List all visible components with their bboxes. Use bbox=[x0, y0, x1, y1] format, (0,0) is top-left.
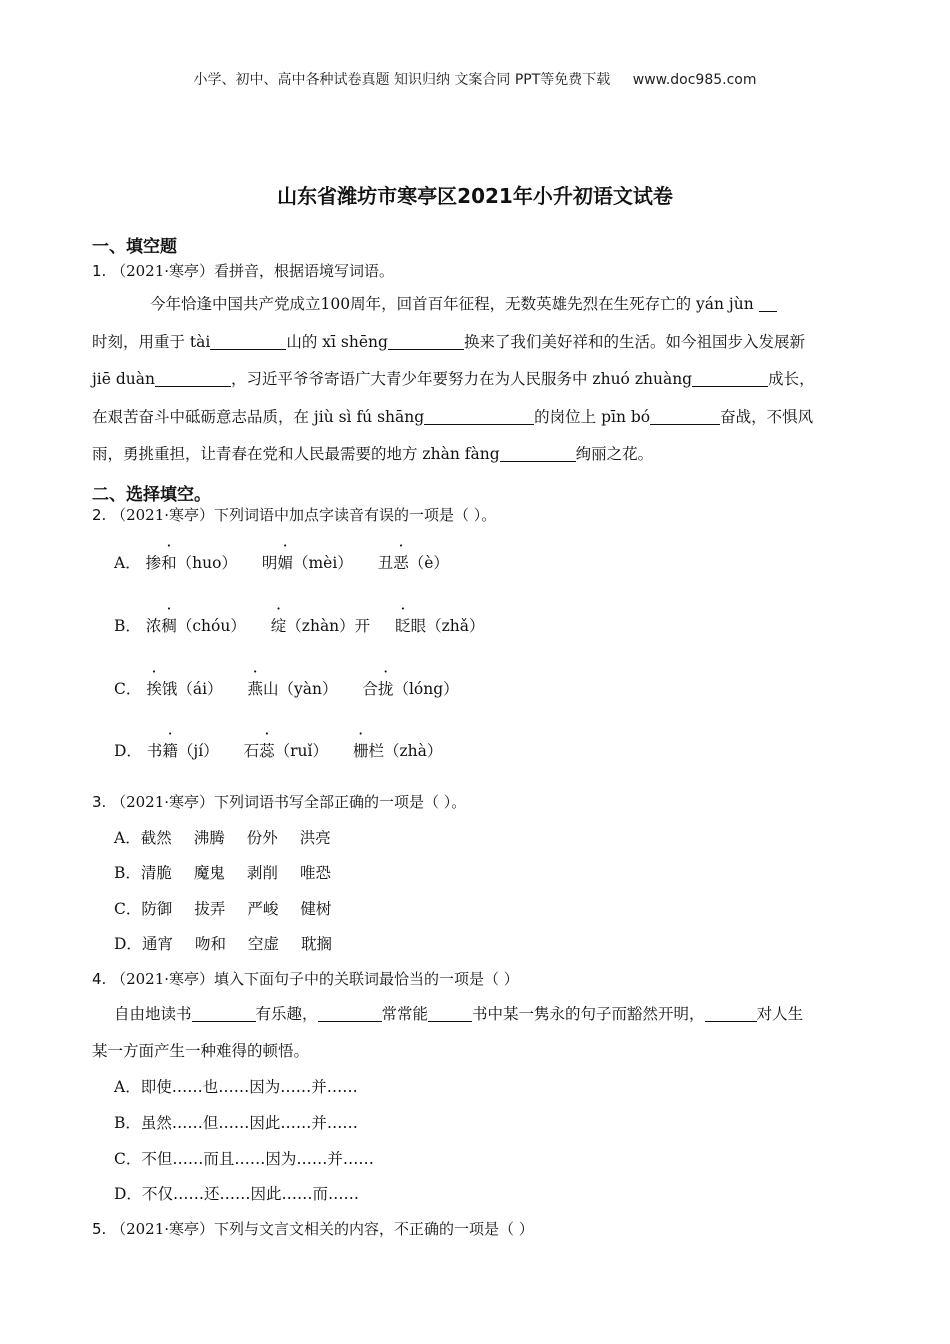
option-word: 防御 bbox=[141, 900, 173, 918]
answer-blank[interactable] bbox=[692, 371, 768, 388]
option-word: 空虚 bbox=[247, 935, 279, 953]
option-word: 通宵 bbox=[141, 935, 173, 953]
answer-blank[interactable] bbox=[424, 408, 534, 425]
passage-text: 奋战，不惧风 bbox=[720, 407, 814, 426]
dotted-char: 稠 bbox=[161, 617, 177, 635]
passage-text: 书中某一隽永的句子而豁然开明， bbox=[472, 1005, 705, 1023]
question-2-stem bbox=[92, 504, 496, 525]
answer-blank[interactable] bbox=[650, 408, 720, 425]
question-3-option-d[interactable] bbox=[114, 932, 354, 954]
option-label: C． bbox=[114, 680, 142, 698]
question-4-option-b[interactable] bbox=[114, 1111, 358, 1133]
passage-text: jiē duàn bbox=[92, 370, 155, 388]
question-number: 4. bbox=[92, 970, 107, 988]
option-word: 挨饿（ái） bbox=[146, 677, 222, 699]
passage-text: 的岗位上 pīn bó bbox=[534, 407, 651, 426]
passage-text: 在艰苦奋斗中砥砺意志品质，在 jiù sì fú shāng bbox=[92, 407, 425, 426]
question-2-option-d[interactable] bbox=[114, 739, 462, 761]
question-4-option-d[interactable] bbox=[114, 1182, 359, 1204]
option-word: 唯恐 bbox=[299, 864, 331, 882]
question-3-stem bbox=[92, 791, 466, 812]
dotted-char: 栅 bbox=[352, 742, 369, 760]
option-label: B． bbox=[114, 617, 141, 635]
answer-blank[interactable] bbox=[155, 371, 231, 388]
dotted-char: 和 bbox=[161, 554, 177, 572]
option-word: 严峻 bbox=[247, 900, 279, 918]
option-word: 燕山（yàn） bbox=[247, 677, 337, 699]
passage-text: 常常能 bbox=[381, 1005, 429, 1023]
dotted-char: 蕊 bbox=[259, 742, 275, 760]
question-2-option-a[interactable] bbox=[114, 551, 469, 573]
question-number: 2. bbox=[92, 506, 107, 524]
passage-line bbox=[92, 399, 862, 437]
option-word: 丑恶（è） bbox=[378, 551, 449, 573]
dotted-char: 媚 bbox=[277, 554, 293, 572]
answer-blank[interactable] bbox=[318, 1006, 382, 1023]
option-word: 剥削 bbox=[246, 864, 278, 882]
answer-blank[interactable] bbox=[500, 446, 576, 463]
passage-text: 换来了我们美好祥和的生活。如今祖国步入发展新 bbox=[463, 332, 805, 351]
option-word: 洪亮 bbox=[299, 829, 331, 847]
page-title: 山东省潍坊市寒亭区2021年小升初语文试卷 bbox=[277, 184, 673, 208]
option-text: 不仅……还……因此……而…… bbox=[141, 1185, 359, 1203]
question-number: 5. bbox=[92, 1220, 107, 1238]
option-label: A． bbox=[114, 829, 141, 847]
passage-text: 有乐趣， bbox=[255, 1005, 318, 1023]
passage-text: 时刻，用重于 tài bbox=[92, 332, 211, 351]
answer-blank[interactable] bbox=[192, 1006, 256, 1023]
option-label: A． bbox=[114, 554, 141, 572]
section-heading-choice: 二、选择填空。 bbox=[92, 485, 211, 505]
dotted-char: 燕 bbox=[247, 680, 263, 698]
header-text: 小学、初中、高中各种试卷真题 知识归纳 文案合同 PPT等免费下载 bbox=[193, 72, 611, 88]
option-word: 沸腾 bbox=[193, 829, 225, 847]
page-header bbox=[0, 69, 950, 89]
dotted-char: 眨 bbox=[395, 617, 411, 635]
dotted-char: 拢 bbox=[377, 680, 394, 698]
option-label: D． bbox=[114, 935, 142, 953]
option-word: 栅栏（zhà） bbox=[353, 739, 442, 761]
question-2-option-c[interactable] bbox=[114, 677, 479, 699]
option-word: 明媚（mèi） bbox=[262, 551, 353, 573]
option-word: 魔鬼 bbox=[193, 864, 225, 882]
question-5-stem bbox=[92, 1218, 534, 1239]
passage-line bbox=[92, 286, 862, 324]
option-label: D． bbox=[114, 1185, 142, 1203]
passage-text: ，习近平爷爷寄语广大青少年要努力在为人民服务中 zhuó zhuàng bbox=[231, 370, 693, 388]
option-text: 不但……而且……因为……并…… bbox=[141, 1150, 374, 1168]
passage-line bbox=[92, 324, 862, 362]
option-label: D． bbox=[114, 742, 142, 760]
option-word: 截然 bbox=[140, 829, 172, 847]
question-2-option-b[interactable] bbox=[114, 614, 505, 636]
dotted-char: 挨 bbox=[146, 680, 162, 698]
passage-text: 今年恰逢中国共产党成立100周年，回首百年征程，无数英雄先烈在生死存亡的 yán jùn bbox=[150, 295, 759, 313]
question-text: （2021·寒亭）填入下面句子中的关联词最恰当的一项是（ ） bbox=[111, 970, 519, 988]
option-word: 耽搁 bbox=[300, 935, 332, 953]
option-label: B． bbox=[114, 1114, 141, 1132]
question-1-stem bbox=[92, 260, 394, 281]
question-text: （2021·寒亭）下列词语书写全部正确的一项是（ ）。 bbox=[111, 793, 467, 811]
passage-text: 山的 xī shēng bbox=[286, 332, 388, 351]
question-4-option-c[interactable] bbox=[114, 1147, 374, 1169]
header-url[interactable]: www.doc985.com bbox=[632, 72, 757, 88]
passage-text: 成长， bbox=[768, 370, 815, 388]
option-label: C． bbox=[114, 1150, 142, 1168]
option-word: 眨眼（zhǎ） bbox=[395, 614, 484, 636]
question-4-passage bbox=[92, 996, 862, 1070]
option-word: 合拢（lóng） bbox=[362, 677, 458, 699]
question-1-passage bbox=[92, 286, 862, 474]
option-label: A． bbox=[114, 1078, 141, 1096]
option-word: 拔弄 bbox=[194, 900, 226, 918]
option-word: 吻和 bbox=[194, 935, 226, 953]
option-word: 清脆 bbox=[140, 864, 172, 882]
question-4-stem bbox=[92, 968, 519, 989]
question-4-option-a[interactable] bbox=[114, 1075, 358, 1097]
option-label: C． bbox=[114, 900, 142, 918]
passage-text: 自由地读书 bbox=[114, 1005, 192, 1023]
passage-text: 对人生 bbox=[756, 1005, 804, 1023]
option-word: 健树 bbox=[300, 900, 332, 918]
option-word: 书籍（jí） bbox=[147, 739, 219, 761]
question-3-option-c[interactable] bbox=[114, 897, 353, 919]
question-number: 1. bbox=[92, 262, 107, 280]
option-word: 绽（zhàn）开 bbox=[271, 614, 370, 636]
option-word: 掺和（huo） bbox=[146, 551, 237, 573]
answer-blank[interactable] bbox=[705, 1006, 757, 1023]
question-3-option-a[interactable] bbox=[114, 826, 353, 848]
passage-line: 某一方面产生一种难得的顿悟。 bbox=[92, 1042, 310, 1060]
passage-line bbox=[92, 436, 862, 474]
option-word: 份外 bbox=[246, 829, 278, 847]
dotted-char: 恶 bbox=[393, 554, 409, 572]
option-word: 浓稠（chóu） bbox=[146, 614, 246, 636]
section-heading-fill: 一、填空题 bbox=[92, 237, 177, 257]
question-text: （2021·寒亭）下列词语中加点字读音有误的一项是（ ）。 bbox=[111, 506, 497, 524]
option-label: B． bbox=[114, 864, 141, 882]
question-number: 3. bbox=[92, 793, 107, 811]
question-text: （2021·寒亭）下列与文言文相关的内容，不正确的一项是（ ） bbox=[111, 1220, 534, 1238]
option-word: 石蕊（ruǐ） bbox=[244, 739, 328, 761]
answer-blank[interactable] bbox=[388, 333, 464, 350]
question-3-option-b[interactable] bbox=[114, 861, 353, 883]
passage-line bbox=[92, 996, 862, 1033]
passage-line bbox=[92, 361, 862, 399]
answer-blank[interactable] bbox=[759, 296, 777, 313]
answer-blank[interactable] bbox=[428, 1006, 472, 1023]
dotted-char: 籍 bbox=[162, 742, 178, 760]
passage-text: 绚丽之花。 bbox=[575, 445, 654, 463]
dotted-char: 绽 bbox=[270, 617, 287, 635]
option-text: 虽然……但……因此……并…… bbox=[140, 1114, 358, 1132]
passage-text: 雨，勇挑重担，让青春在党和人民最需要的地方 zhàn fàng bbox=[92, 445, 500, 463]
question-text: （2021·寒亭）看拼音，根据语境写词语。 bbox=[111, 262, 395, 280]
answer-blank[interactable] bbox=[210, 333, 286, 350]
option-text: 即使……也……因为……并…… bbox=[140, 1078, 358, 1096]
